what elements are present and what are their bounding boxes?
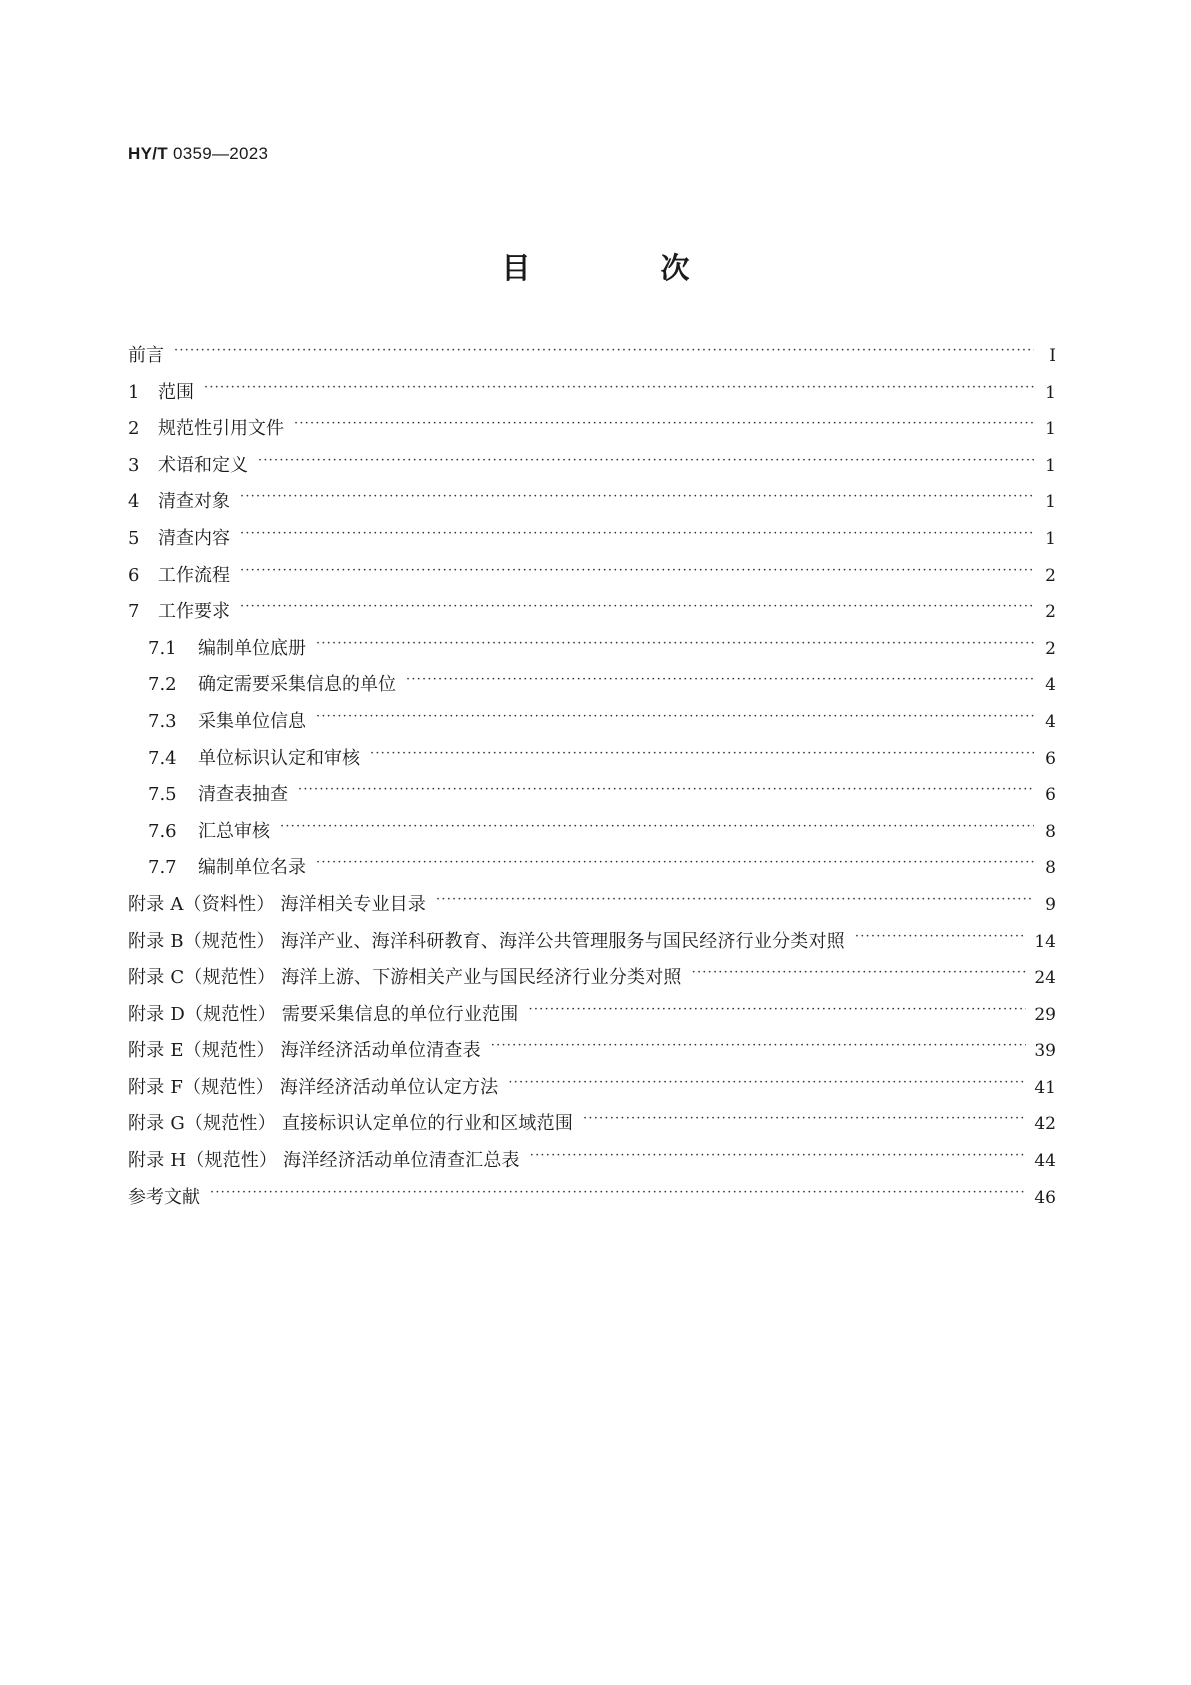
toc-leader-dots xyxy=(508,1075,1026,1093)
toc-leader-dots xyxy=(294,416,1034,434)
toc-entry-label: 采集单位信息 xyxy=(198,710,306,732)
toc-entry-label: 附录 E（规范性） 海洋经济活动单位清查表 xyxy=(128,1040,481,1062)
toc-entry-appendix-g[interactable] xyxy=(128,1111,1056,1148)
toc-entry-page: 2 xyxy=(1045,565,1056,586)
toc-entry-3[interactable] xyxy=(128,453,1056,490)
toc-entry-7-3[interactable] xyxy=(128,709,1056,746)
toc-entry-number: 4 xyxy=(128,491,140,513)
toc-leader-dots xyxy=(298,782,1034,800)
table-of-contents xyxy=(128,343,1056,1221)
toc-entry-page: 1 xyxy=(1045,419,1056,440)
toc-entry-number: 5 xyxy=(128,527,140,549)
toc-entry-page: 42 xyxy=(1034,1114,1056,1135)
toc-entry-label: 清查表抽查 xyxy=(198,784,288,806)
toc-entry-appendix-e[interactable] xyxy=(128,1038,1056,1075)
toc-entry-7-7[interactable] xyxy=(128,855,1056,892)
toc-entry-page: 4 xyxy=(1045,711,1056,732)
toc-leader-dots xyxy=(436,892,1034,910)
toc-entry-6[interactable] xyxy=(128,563,1056,600)
toc-entry-label: 参考文献 xyxy=(128,1186,200,1208)
toc-entry-label: 规范性引用文件 xyxy=(158,418,284,440)
toc-entry-label: 附录 B（规范性） 海洋产业、海洋科研教育、海洋公共管理服务与国民经济行业分类对照 xyxy=(128,930,845,952)
toc-entry-number: 7.5 xyxy=(148,784,177,806)
toc-entry-page: 8 xyxy=(1045,858,1056,879)
toc-entry-label: 附录 C（规范性） 海洋上游、下游相关产业与国民经济行业分类对照 xyxy=(128,967,682,989)
toc-entry-label: 范围 xyxy=(158,381,194,403)
toc-entry-appendix-b[interactable] xyxy=(128,929,1056,966)
toc-entry-page: 1 xyxy=(1045,382,1056,403)
toc-entry-references[interactable] xyxy=(128,1185,1056,1222)
toc-entry-page: 46 xyxy=(1034,1187,1056,1208)
toc-entry-number: 1 xyxy=(128,381,140,403)
toc-leader-dots xyxy=(240,526,1034,544)
toc-leader-dots xyxy=(855,929,1026,947)
toc-leader-dots xyxy=(240,563,1034,581)
toc-entry-page: 1 xyxy=(1045,455,1056,476)
toc-entry-page: 29 xyxy=(1034,1004,1056,1025)
toc-leader-dots xyxy=(210,1185,1026,1203)
toc-leader-dots xyxy=(240,489,1034,507)
toc-entry-7-6[interactable] xyxy=(128,819,1056,856)
toc-entry-7[interactable] xyxy=(128,599,1056,636)
toc-entry-page: Ⅰ xyxy=(1049,346,1056,366)
toc-leader-dots xyxy=(316,855,1034,873)
toc-entry-foreword[interactable] xyxy=(128,343,1056,380)
toc-entry-page: 8 xyxy=(1045,821,1056,842)
toc-leader-dots xyxy=(174,343,1034,361)
toc-leader-dots xyxy=(240,599,1034,617)
toc-entry-page: 44 xyxy=(1034,1151,1056,1172)
toc-entry-label: 附录 H（规范性） 海洋经济活动单位清查汇总表 xyxy=(128,1150,520,1172)
toc-entry-number: 7.6 xyxy=(148,820,177,842)
toc-entry-4[interactable] xyxy=(128,489,1056,526)
toc-entry-1[interactable] xyxy=(128,380,1056,417)
toc-entry-label: 工作流程 xyxy=(158,564,230,586)
toc-entry-page: 4 xyxy=(1045,675,1056,696)
toc-leader-dots xyxy=(258,453,1034,471)
toc-leader-dots xyxy=(280,819,1034,837)
toc-leader-dots xyxy=(406,672,1034,690)
toc-entry-label: 清查对象 xyxy=(158,491,230,513)
toc-leader-dots xyxy=(692,965,1027,983)
toc-entry-appendix-f[interactable] xyxy=(128,1075,1056,1112)
toc-leader-dots xyxy=(316,636,1034,654)
toc-entry-appendix-h[interactable] xyxy=(128,1148,1056,1185)
toc-entry-label: 编制单位底册 xyxy=(198,637,306,659)
toc-entry-7-4[interactable] xyxy=(128,746,1056,783)
standard-code xyxy=(128,144,268,164)
toc-entry-number: 7.2 xyxy=(148,674,177,696)
toc-entry-number: 6 xyxy=(128,564,140,586)
toc-entry-label: 附录 F（规范性） 海洋经济活动单位认定方法 xyxy=(128,1076,499,1098)
toc-entry-number: 7.4 xyxy=(148,747,177,769)
toc-entry-label: 前言 xyxy=(128,345,164,366)
toc-entry-page: 24 xyxy=(1034,968,1056,989)
toc-entry-label: 确定需要采集信息的单位 xyxy=(198,674,396,696)
toc-leader-dots xyxy=(530,1148,1027,1166)
toc-entry-7-1[interactable] xyxy=(128,636,1056,673)
toc-leader-dots xyxy=(583,1111,1026,1129)
toc-entry-page: 6 xyxy=(1045,748,1056,769)
toc-entry-label: 工作要求 xyxy=(158,601,230,623)
toc-entry-appendix-d[interactable] xyxy=(128,1002,1056,1039)
toc-entry-label: 附录 G（规范性） 直接标识认定单位的行业和区域范围 xyxy=(128,1113,574,1135)
toc-entry-label: 单位标识认定和审核 xyxy=(198,747,360,769)
toc-entry-label: 清查内容 xyxy=(158,527,230,549)
toc-entry-number: 2 xyxy=(128,418,140,440)
toc-leader-dots xyxy=(528,1002,1026,1020)
toc-entry-appendix-c[interactable] xyxy=(128,965,1056,1002)
toc-entry-number: 3 xyxy=(128,454,140,476)
toc-entry-number: 7.1 xyxy=(148,637,177,659)
toc-entry-page: 1 xyxy=(1045,492,1056,513)
standard-code-prefix: HY/T xyxy=(128,144,168,163)
toc-leader-dots xyxy=(370,746,1034,764)
toc-entry-label: 附录 A（资料性） 海洋相关专业目录 xyxy=(128,893,427,915)
toc-entry-page: 9 xyxy=(1045,894,1056,915)
toc-entry-page: 1 xyxy=(1045,528,1056,549)
toc-entry-number: 7 xyxy=(128,601,140,623)
toc-entry-label: 编制单位名录 xyxy=(198,857,306,879)
toc-entry-appendix-a[interactable] xyxy=(128,892,1056,929)
toc-entry-page: 2 xyxy=(1045,638,1056,659)
toc-entry-2[interactable] xyxy=(128,416,1056,453)
toc-entry-label: 附录 D（规范性） 需要采集信息的单位行业范围 xyxy=(128,1003,519,1025)
toc-leader-dots xyxy=(491,1038,1027,1056)
toc-entry-page: 39 xyxy=(1034,1041,1056,1062)
toc-entry-label: 术语和定义 xyxy=(158,454,248,476)
standard-code-number: 0359—2023 xyxy=(172,144,269,163)
toc-entry-7-2[interactable] xyxy=(128,672,1056,709)
toc-entry-number: 7.3 xyxy=(148,710,177,732)
toc-entry-page: 2 xyxy=(1045,602,1056,623)
toc-entry-label: 汇总审核 xyxy=(198,820,270,842)
toc-entry-7-5[interactable] xyxy=(128,782,1056,819)
page-title: 目 次 xyxy=(501,251,750,285)
toc-entry-5[interactable] xyxy=(128,526,1056,563)
toc-leader-dots xyxy=(316,709,1034,727)
toc-entry-page: 41 xyxy=(1034,1077,1056,1098)
toc-entry-number: 7.7 xyxy=(148,857,177,879)
toc-leader-dots xyxy=(204,380,1034,398)
toc-entry-page: 14 xyxy=(1034,931,1056,952)
toc-entry-page: 6 xyxy=(1045,785,1056,806)
